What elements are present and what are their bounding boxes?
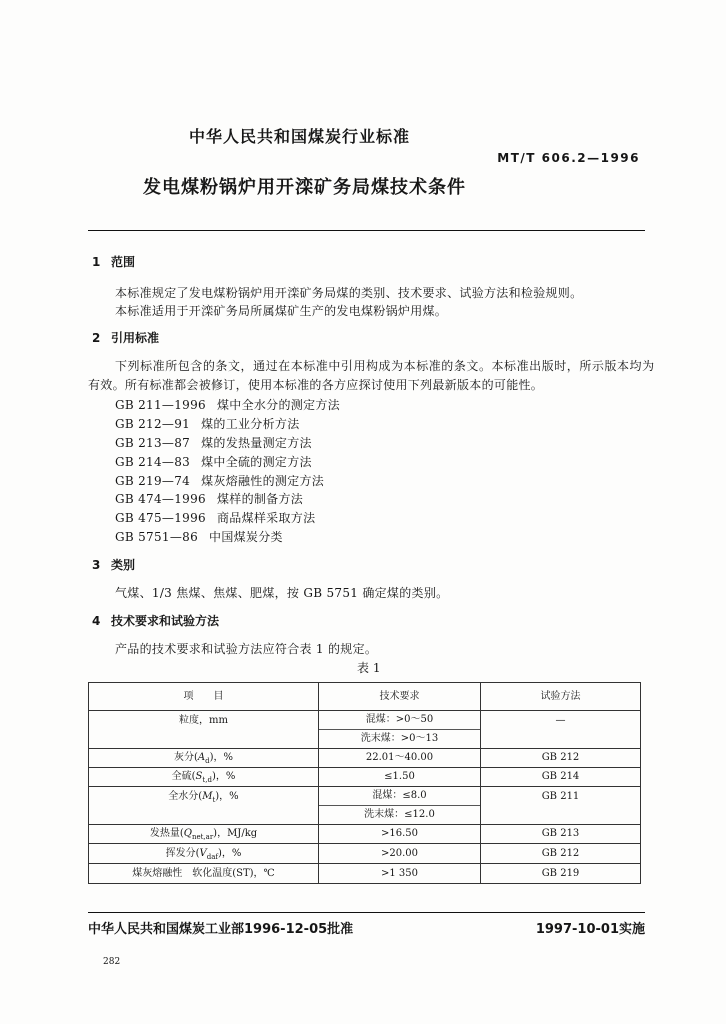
item-cell	[89, 749, 319, 768]
item-cell	[89, 787, 319, 825]
item-cell	[89, 825, 319, 844]
item-unit: )，MJ/kg	[213, 828, 258, 839]
reference-title: 煤的发热量测定方法	[201, 436, 312, 450]
section-4-heading: 技术要求和试验方法	[111, 614, 220, 628]
item-unit: )，%	[215, 791, 239, 802]
item-symbol: V	[199, 848, 207, 859]
requirement-cell: >20.00	[319, 844, 481, 864]
requirement-value: 洗末煤：≤12.0	[364, 809, 435, 820]
requirement-cell: >1 350	[319, 864, 481, 884]
page-number: 282	[103, 957, 121, 967]
reference-code: GB 474—1996	[115, 492, 206, 506]
method-cell: GB 212	[481, 749, 641, 768]
method-cell: GB 213	[481, 825, 641, 844]
requirement-cell	[319, 787, 481, 825]
table-row	[89, 825, 641, 844]
requirement-cell	[319, 711, 481, 749]
requirement-cell: ≤1.50	[319, 768, 481, 787]
reference-item	[115, 474, 324, 488]
item-unit: )，%	[209, 752, 234, 763]
reference-code: GB 214—83	[115, 455, 191, 469]
section-1-heading: 范围	[111, 255, 136, 269]
table-row	[89, 844, 641, 864]
item-cell	[89, 864, 319, 884]
reference-item	[115, 417, 300, 431]
effective-date: 1997-10-01实施	[535, 922, 645, 937]
item-name: 煤灰熔融性 软化温度(ST)，℃	[132, 868, 275, 879]
header-rule	[88, 230, 645, 231]
item-symbol: Q	[183, 828, 192, 839]
item-cell	[89, 844, 319, 864]
table-row	[89, 768, 641, 787]
section-2-line: 下列标准所包含的条文，通过在本标准中引用构成为本标准的条文。本标准出版时，所示版本均为	[115, 359, 655, 373]
reference-code: GB 211—1996	[115, 398, 206, 412]
item-subscript: d	[205, 757, 210, 765]
item-unit: )，%	[217, 848, 242, 859]
reference-title: 煤中全水分的测定方法	[216, 398, 340, 412]
requirement-value: 混煤：≤8.0	[319, 787, 480, 806]
reference-item	[115, 511, 315, 525]
reference-title: 煤的工业分析方法	[201, 417, 300, 431]
section-4-line: 产品的技术要求和试验方法应符合表 1 的规定。	[115, 642, 378, 656]
reference-item	[115, 398, 340, 412]
item-name: 全水分(	[168, 791, 203, 802]
item-subscript: t	[212, 796, 216, 804]
item-name: 发热量(	[149, 828, 184, 839]
item-symbol: M	[202, 791, 213, 802]
item-subscript: daf	[206, 853, 218, 861]
section-3-number: 3	[92, 558, 101, 572]
item-name: 灰分(	[173, 752, 198, 763]
method-cell: GB 212	[481, 844, 641, 864]
section-1-line: 本标准适用于开滦矿务局所属煤矿生产的发电煤粉锅炉用煤。	[115, 304, 448, 318]
issuing-body: 中华人民共和国煤炭行业标准	[189, 127, 411, 146]
standard-code: MT/T 606.2—1996	[497, 151, 640, 165]
item-subscript: t,d	[202, 776, 212, 784]
reference-code: GB 212—91	[115, 417, 191, 431]
section-2-line: 有效。所有标准都会被修订，使用本标准的各方应探讨使用下列最新版本的可能性。	[88, 378, 544, 392]
section-1-number: 1	[92, 255, 101, 269]
reference-code: GB 219—74	[115, 474, 191, 488]
reference-title: 中国煤炭分类	[209, 530, 283, 544]
method-cell: GB 219	[481, 864, 641, 884]
table-row	[89, 787, 641, 825]
requirement-cell: >16.50	[319, 825, 481, 844]
item-symbol: A	[197, 752, 206, 763]
table-row	[89, 711, 641, 749]
table-row	[89, 749, 641, 768]
reference-item	[115, 492, 303, 506]
item-subscript: net,ar	[191, 833, 214, 841]
document-title: 发电煤粉锅炉用开滦矿务局煤技术条件	[143, 177, 466, 198]
method-cell: —	[481, 711, 641, 749]
reference-item	[115, 436, 312, 450]
section-2-heading: 引用标准	[111, 331, 160, 345]
item-cell	[89, 711, 319, 749]
reference-item	[115, 530, 283, 544]
footer-rule	[88, 912, 645, 913]
reference-code: GB 475—1996	[115, 511, 206, 525]
section-3-line: 气煤、1/3 焦煤、焦煤、肥煤，按 GB 5751 确定煤的类别。	[115, 586, 449, 600]
reference-item	[115, 455, 312, 469]
item-symbol: S	[195, 771, 203, 782]
section-1-line: 本标准规定了发电煤粉锅炉用开滦矿务局煤的类别、技术要求、试验方法和检验规则。	[115, 286, 583, 300]
reference-code: GB 5751—86	[115, 530, 199, 544]
table-header-row	[89, 683, 641, 711]
header-requirement: 技术要求	[319, 683, 481, 711]
requirement-cell: 22.01～40.00	[319, 749, 481, 768]
header-test-method: 试验方法	[481, 683, 641, 711]
table-row	[89, 864, 641, 884]
section-4-number: 4	[92, 614, 101, 628]
item-unit: )，%	[211, 771, 236, 782]
section-3-heading: 类别	[111, 558, 136, 572]
table-caption: 表 1	[357, 661, 381, 675]
item-name: 挥发分(	[165, 848, 200, 859]
method-cell: GB 214	[481, 768, 641, 787]
header-item: 项 目	[89, 683, 319, 711]
reference-code: GB 213—87	[115, 436, 191, 450]
requirement-value: 混煤：>0～50	[319, 711, 480, 730]
item-name: 粒度，mm	[179, 715, 228, 726]
item-cell	[89, 768, 319, 787]
section-2-number: 2	[92, 331, 101, 345]
reference-title: 商品煤样采取方法	[216, 511, 316, 525]
item-name: 全硫(	[171, 771, 196, 782]
method-cell: GB 211	[481, 787, 641, 825]
approval-line: 中华人民共和国煤炭工业部1996-12-05批准	[88, 922, 354, 937]
reference-title: 煤中全硫的测定方法	[201, 455, 312, 469]
requirement-value: 洗末煤：>0～13	[360, 733, 439, 744]
reference-title: 煤灰熔融性的测定方法	[201, 474, 325, 488]
spec-table	[88, 682, 641, 884]
reference-title: 煤样的制备方法	[216, 492, 304, 506]
